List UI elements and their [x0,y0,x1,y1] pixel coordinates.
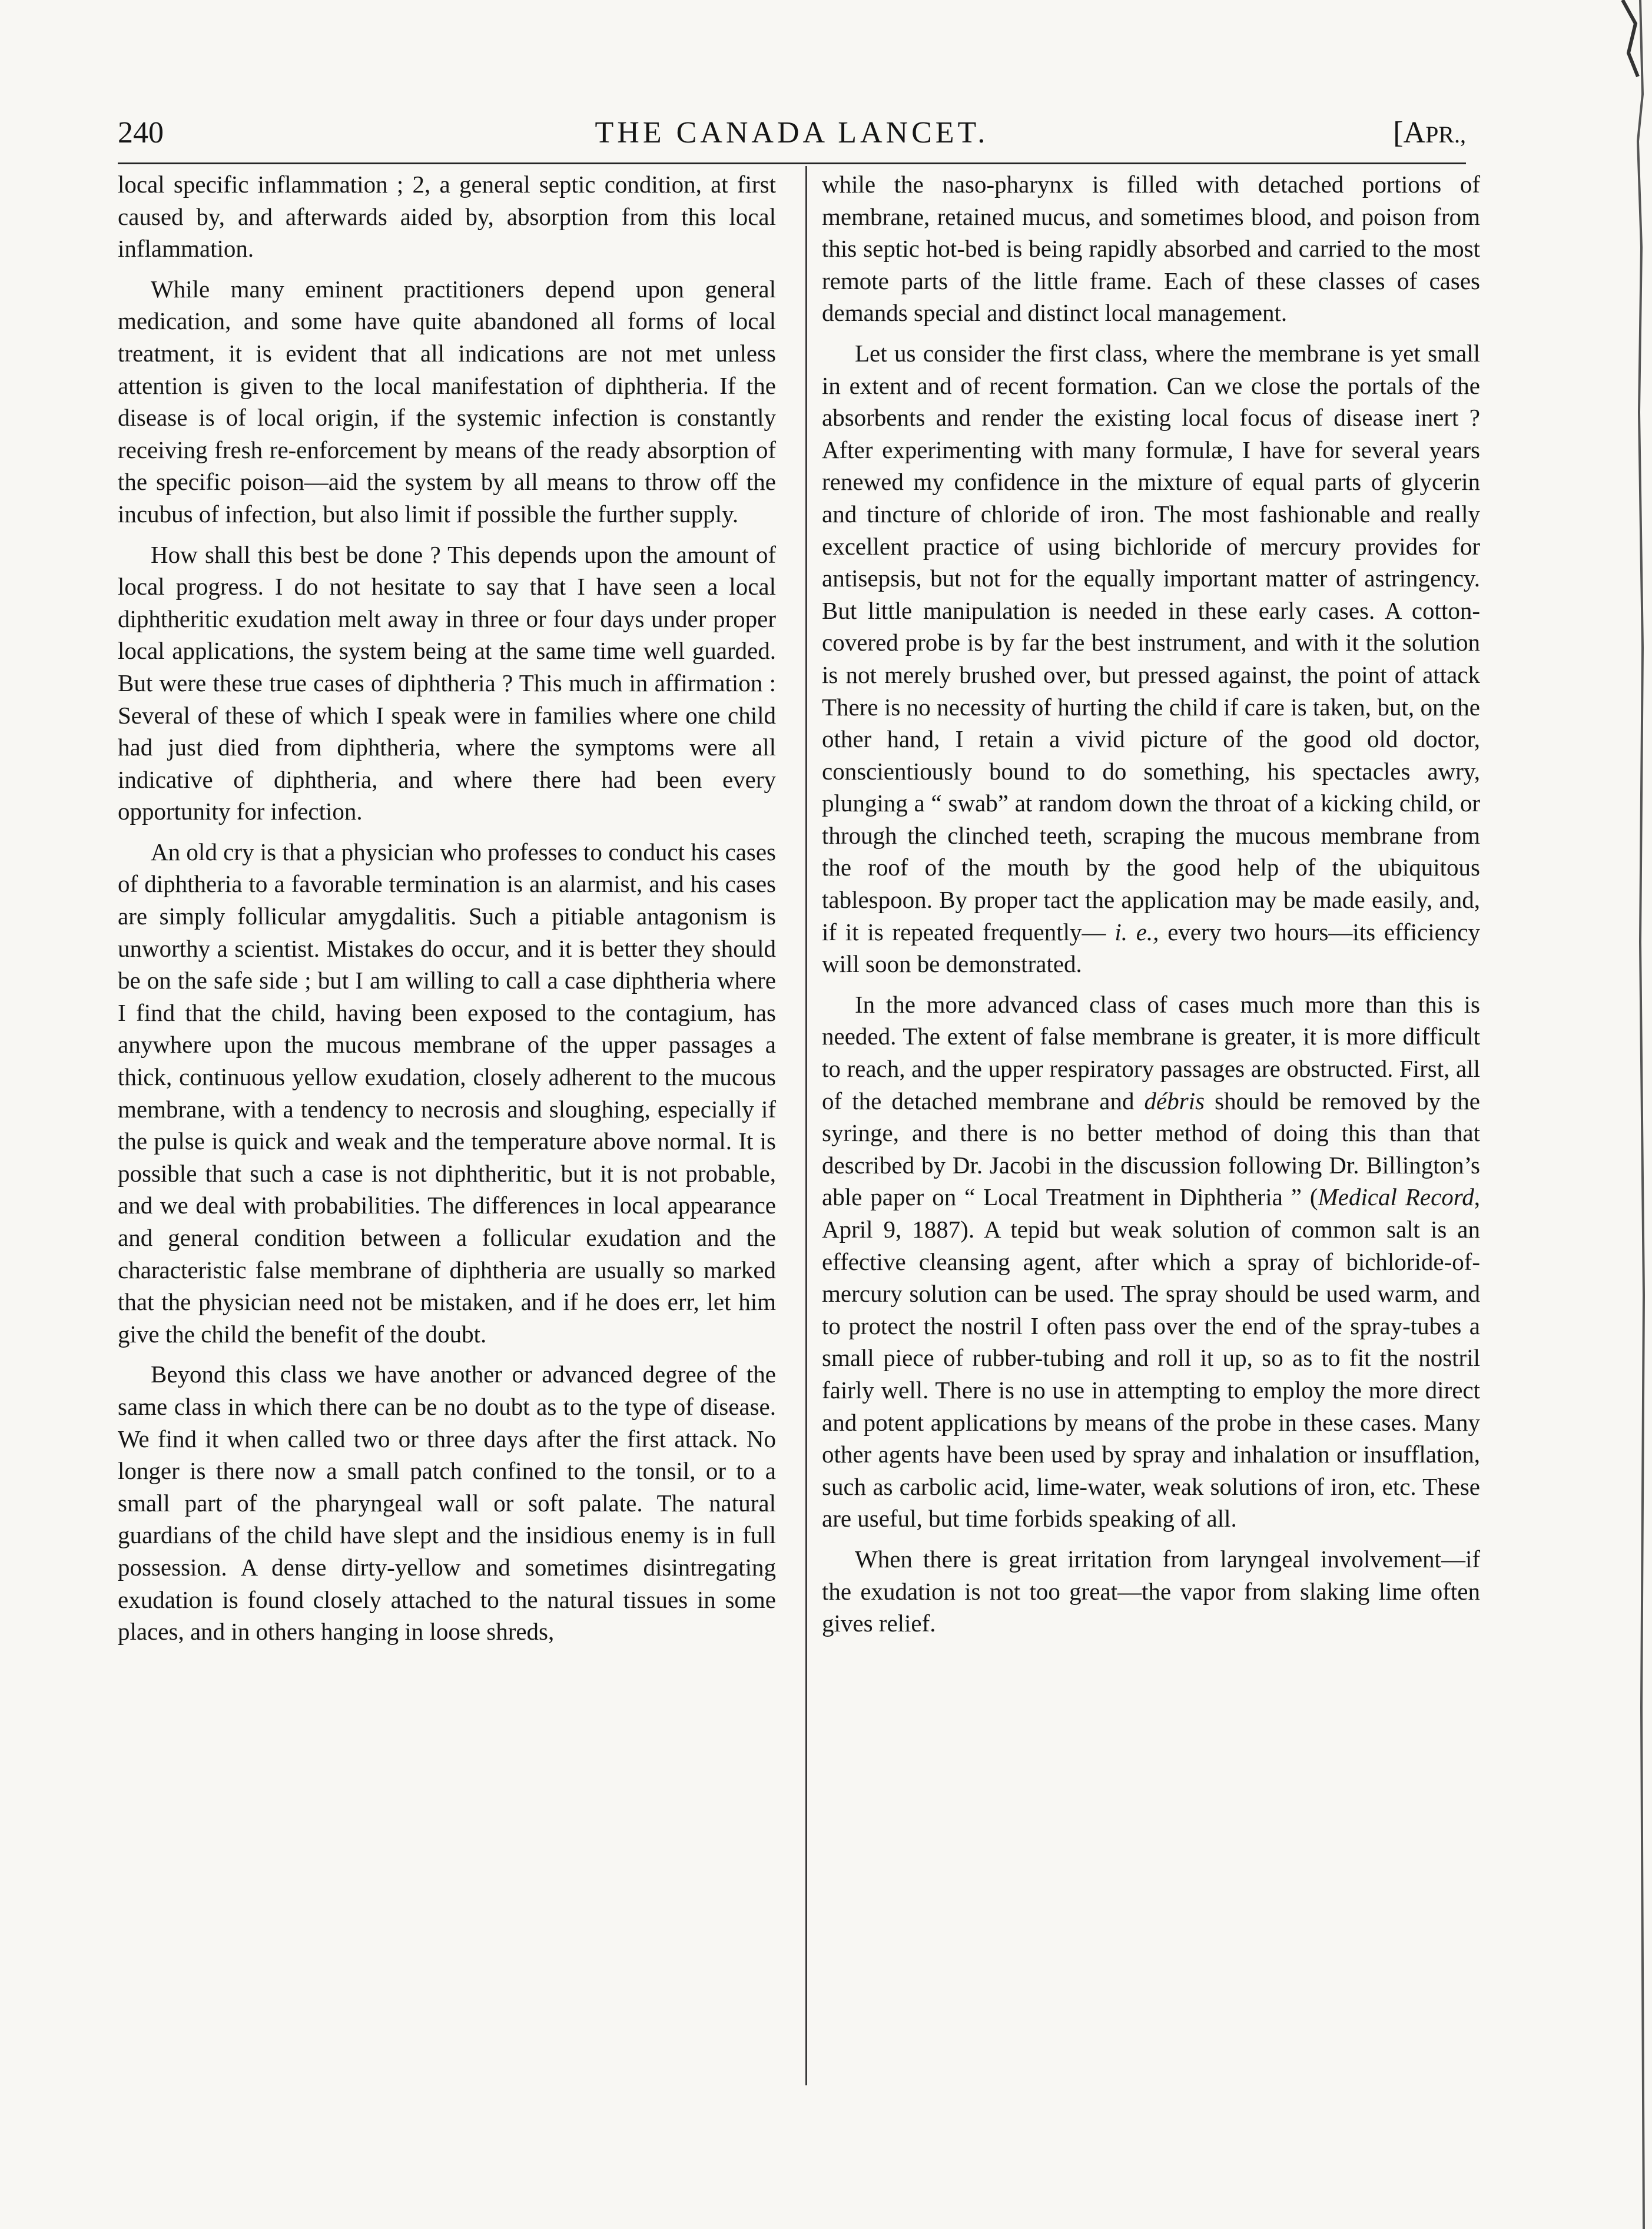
journal-title: THE CANADA LANCET. [595,116,989,150]
column-rule [805,166,807,2085]
italic-ie: i. e., [1114,918,1159,946]
issue-month [1393,110,1466,158]
issue-suffix: PR., [1425,121,1466,148]
right-paragraph-1: while the naso-pharynx is filled with detached portions of membrane, retained mucus, and sometimes blood, and poison from this septic hot-bed is being rapidly absorbed and carried to the most remote parts of the little frame. Each of these classes of cases demands special and distinct local management. [822,171,1480,327]
left-paragraph-5: Beyond this class we have another or advanced degree of the same class in which there can be no doubt as to the type of disease. We find it when called two or three days after the first attack. No longer is there now a small patch confined to the tonsil, or to a small part of the pharyngeal wall or soft palate. The natural guardians of the child have slept and the insidious enemy is in full possession. A dense dirty-yellow and sometimes disintregating exudation is found closely attached to the natural tissues in some places, and in others hanging in loose shreds, [118,1361,776,1646]
right-paragraph-3-middle: should be removed by the syringe, and there is no better method of doing this than that described by Dr. Jacobi in the discussion following Dr. Billington’s able paper on “ Local Treatment in Diphtheria ” ( [822,1087,1481,1211]
right-paragraph-2 [822,337,1480,980]
right-paragraph-3-start: In the more advanced class of cases much more than this is needed. The extent of false membrane is greater, it is more difficult to reach, and the upper respiratory passages are obstructed. First, all of the detached membrane and [822,990,1480,1114]
right-column [822,168,1480,1648]
italic-debris: débris [1144,1087,1205,1114]
right-paragraph-2-end: every two hours—its efficiency will soon be demonstrated. [822,918,1481,978]
header-rule [118,162,1466,164]
left-paragraph-3: How shall this best be done ? This depends upon the amount of local progress. I do not hesitate to say that I have seen a local diphtheritic exudation melt away in three or four days under proper local applications, the system being at the same time well guarded. But were these true cases of diphtheria ? This much in affirmation : Several of these of which I speak were in families where one child had just died from diphtheria, where the symptoms were all indicative of diphtheria, and where there had been every opportunity for infection. [118,540,776,825]
issue-prefix: [A [1393,116,1426,150]
right-paragraph-3-end: , April 9, 1887). A tepid but weak solution of common salt is an effective cleansing agent, after which a spray of bichloride-of-mercury solution can be used. The spray should be used warm, and to protect the nostril I often pass over the end of the spray-tubes a small piece of rubber-tubing and roll it up, so as to fit the nostril fairly well. There is no use in attempting to employ the more direct and potent applications by means of the probe in these cases. Many other agents have been used by spray and inhalation or insufflation, such as carbolic acid, lime-water, weak solutions of iron, etc. These are useful, but time forbids speaking of all. [822,1183,1480,1533]
italic-journal: Medical Record [1318,1183,1474,1211]
right-paragraph-3 [822,989,1480,1535]
left-column [118,168,776,1656]
left-paragraph-4: An old cry is that a physician who professes to conduct his cases of diphtheria to a favorable termination is an alarmist, and his cases are simply follicular amygdalitis. Such a pitiable antagonism is unworthy a scientist. Mistakes do occur, and it is better they should be on the safe side ; but I am willing to call a case diphtheria where I find that the child, having been exposed to the contagium, has anywhere upon the mucous membrane of the upper passages a thick, continuous yellow exudation, closely adherent to the mucous membrane, with a tendency to necrosis and sloughing, especially if the pulse is quick and weak and the temperature above normal. It is possible that such a case is not diphtheritic, but it is not probable, and we deal with probabilities. The differences in local appearance and general condition between a follicular exudation and the characteristic false membrane of diphtheria are usually so marked that the physician need not be mistaken, and if he does err, let him give the child the benefit of the doubt. [118,838,776,1348]
left-paragraph-1: local specific inflammation ; 2, a general septic condition, at first caused by, and afterwards aided by, absorption from this local inflammation. [118,171,776,263]
right-paragraph-2-text: Let us consider the first class, where the membrane is yet small in extent and of recent formation. Can we close the portals of the absorbents and render the existing local focus of disease inert ? After experimenting with many formulæ, I have for several years renewed my confidence in the mixture of equal parts of glycerin and tincture of chloride of iron. The most fashionable and really excellent practice of using bichloride of mercury provides for antisepsis, but not for the equally important matter of astringency. But little manipulation is needed in these early cases. A cotton-covered probe is by far the best instrument, and with it the solution is not merely brushed over, but pressed against, the point of attack There is no necessity of hurting the child if care is taken, but, on the other hand, I retain a vivid picture of the good old doctor, conscientiously bound to do something, his spectacles awry, plunging a “ swab” at random down the throat of a kicking child, or through the clinched teeth, scraping the mucous membrane from the roof of the mouth by the good help of the ubiquitous tablespoon. By proper tact the application may be made easily, and, if it is repeated frequently— [822,339,1480,946]
left-paragraph-2: While many eminent practitioners depend upon general medication, and some have quite abandoned all forms of local treatment, it is evident that all indications are not met unless attention is given to the local manifestation of diphtheria. If the disease is of local origin, if the systemic infection is constantly receiving fresh re-enforcement by means of the ready absorption of the specific poison—aid the system by all means to throw off the incubus of infection, but also limit if possible the further supply. [118,275,776,528]
page-number: 240 [118,116,164,150]
scan-edge-mark [1599,0,1652,2229]
page-header [118,110,1466,157]
right-paragraph-4: When there is great irritation from laryngeal involvement—if the exudation is not too great—the vapor from slaking lime often gives relief. [822,1545,1480,1637]
